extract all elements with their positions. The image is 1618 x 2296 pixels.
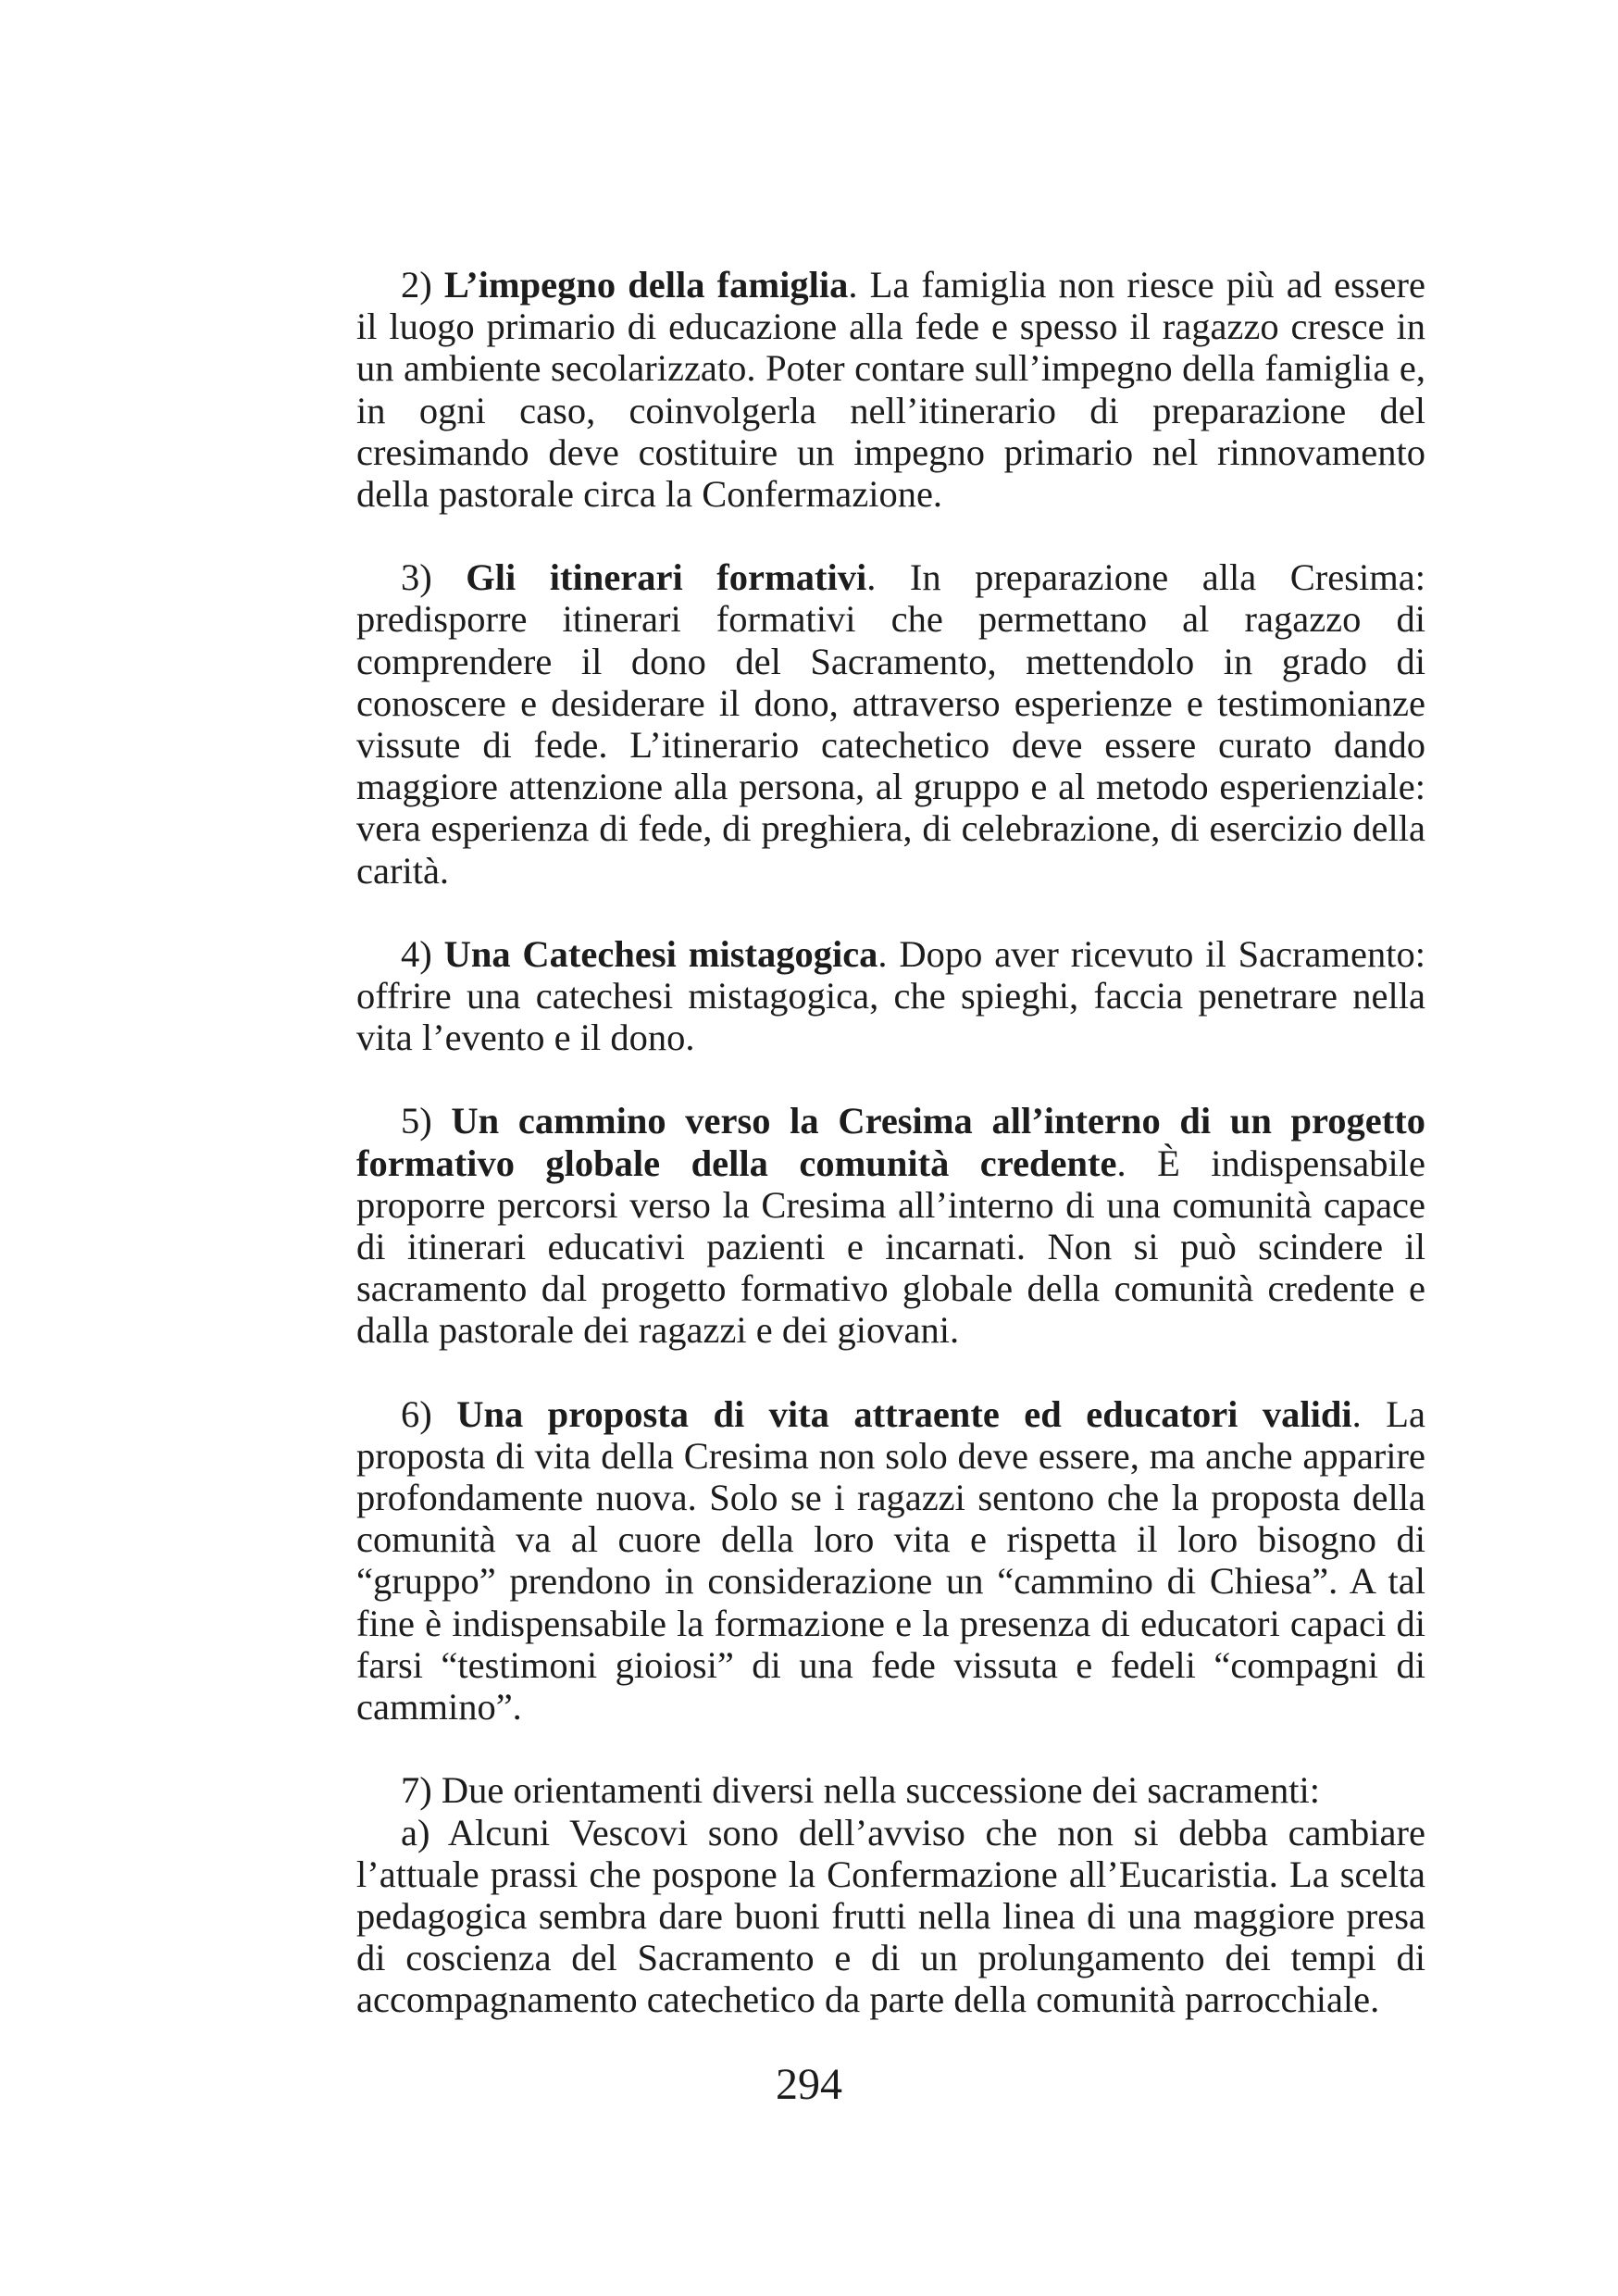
paragraph-5 [356, 1100, 1425, 1351]
paragraph-2 [356, 264, 1425, 515]
paragraph-number: 5) [401, 1100, 452, 1142]
paragraph-heading: Una Catechesi mistagogica [443, 932, 878, 975]
paragraph-7a: a) Alcuni Vescovi sono dell’avviso che non si debba cambiare l’attuale prassi che pospone la Confermazione all’Eucaristia. La scelta pedagogica sembra dare buoni frutti nella linea di una maggiore presa di coscienza del Sacramento e di un prolungamento dei tempi di accompagnamento catechetico da parte della comunità parrocchiale. [356, 1811, 1425, 2021]
paragraph-3 [356, 556, 1425, 892]
paragraph-body: . In preparazione alla Cresima: predisporre itinerari formativi che permettano al ragazzo di comprendere il dono del Sacramento, mettendolo in grado di conoscere e desiderare il dono, attraverso esperienze e testimonianze vissute di fede. L’itinerario catechetico deve essere curato dando maggiore attenzione alla persona, al gruppo e al metodo esperienziale: vera esperienza di fede, di preghiera, di celebrazione, di esercizio della carità. [356, 556, 1425, 892]
paragraph-body: . La famiglia non riesce più ad essere il luogo primario di educazione alla fede e spesso il ragazzo cresce in un ambiente secolarizzato. Poter contare sull’impegno della famiglia e, in ogni caso, coinvolgerla nell’itinerario di preparazione del cresimando deve costituire un impegno primario nel rinnovamento della pastorale circa la Confermazione. [356, 264, 1425, 516]
paragraph-6 [356, 1393, 1425, 1728]
page-number: 294 [776, 2060, 842, 2109]
page-body-text [356, 264, 1425, 2021]
paragraph-7-intro: 7) Due orientamenti diversi nella successione dei sacramenti: [401, 1769, 1321, 1812]
paragraph-4 [356, 933, 1425, 1059]
paragraph-body: . La proposta di vita della Cresima non solo deve essere, ma anche apparire profondamente nuova. Solo se i ragazzi sentono che la proposta della comunità va al cuore della loro vita e rispetta il loro bisogno di “gruppo” prendono in considerazione un “cammino di Chiesa”. A tal fine è indispensabile la formazione e la presenza di educatori capaci di farsi “testimoni gioiosi” di una fede vissuta e fedeli “compagni di cammino”. [356, 1392, 1425, 1728]
paragraph-body: . Dopo aver ricevuto il Sacramento: offrire una catechesi mistagogica, che spieghi, faccia penetrare nella vita l’evento e il dono. [356, 932, 1425, 1059]
paragraph-heading: Un cammino verso la Cresima all’interno di un progetto formativo globale della comunità credente [356, 1100, 1425, 1184]
paragraph-number: 4) [401, 932, 444, 975]
paragraph-number: 3) [401, 556, 467, 599]
paragraph-number: 6) [401, 1392, 457, 1435]
paragraph-heading: L’impegno della famiglia [443, 264, 849, 306]
paragraph-number: 2) [401, 264, 444, 306]
paragraph-heading: Una proposta di vita attraente ed educatori validi [456, 1392, 1352, 1435]
paragraph-body: . È indispensabile proporre percorsi verso la Cresima all’interno di una comunità capace di itinerari educativi pazienti e incarnati. Non si può scindere il sacramento dal progetto formativo globale della comunità credente e dalla pastorale dei ragazzi e dei giovani. [356, 1142, 1425, 1352]
paragraph-heading: Gli itinerari formativi [466, 556, 867, 599]
